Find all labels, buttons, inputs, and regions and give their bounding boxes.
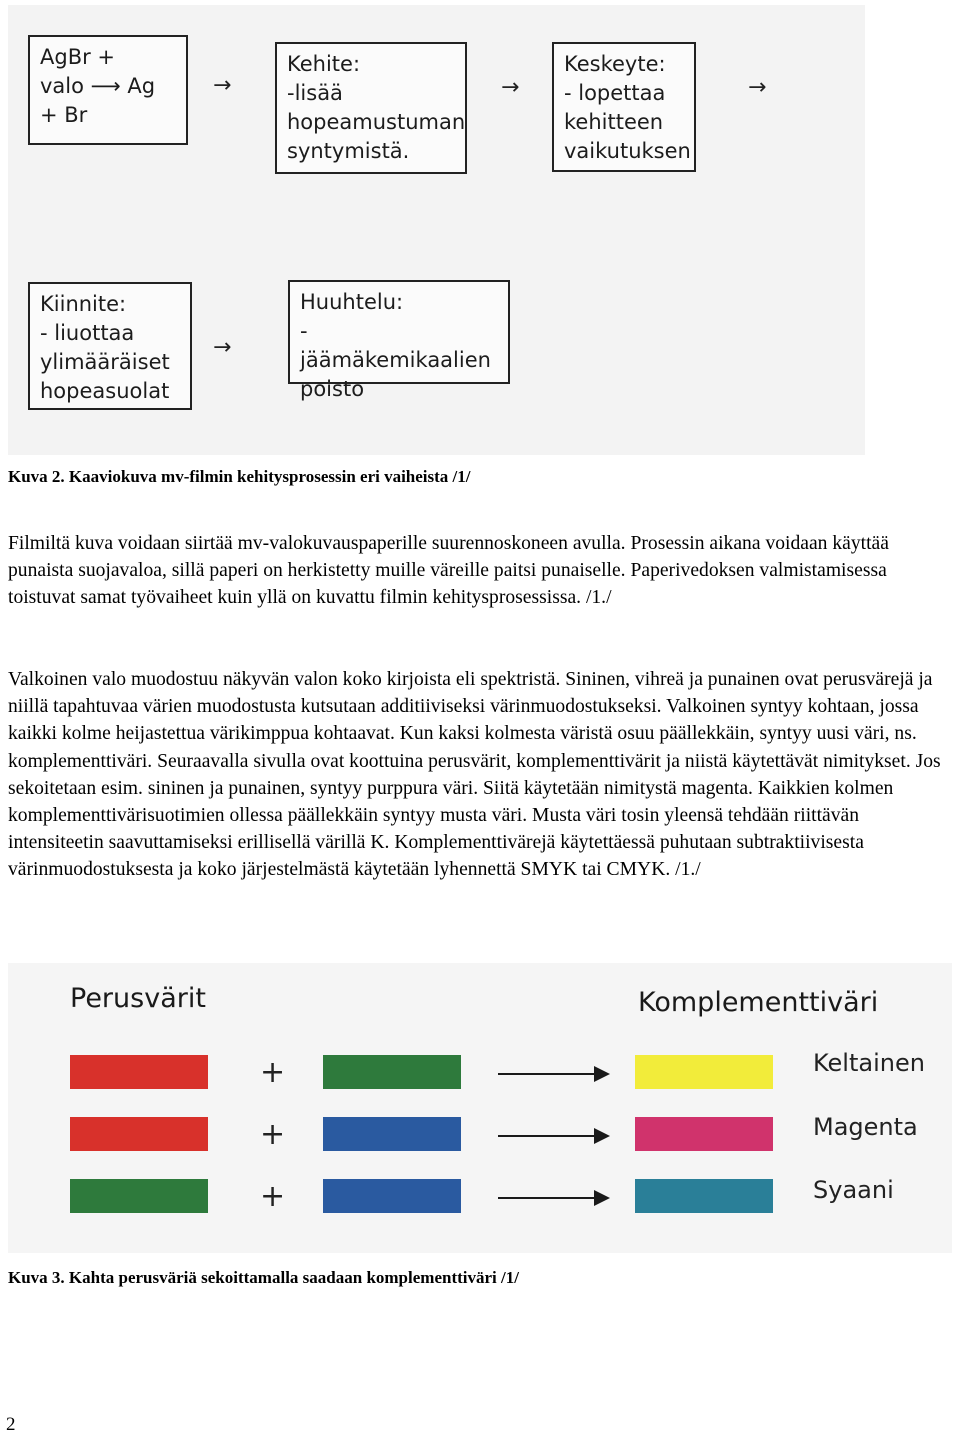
- arrow-icon: →: [213, 335, 232, 360]
- complementary-label: Keltainen: [813, 1049, 925, 1077]
- step-box-fixer: Kiinnite: - liuottaa ylimääräiset hopeasuolat: [28, 282, 192, 410]
- figure-caption: Kuva 3. Kahta perusväriä sekoittamalla saadaan komplementtiväri /1/: [8, 1268, 519, 1287]
- plus-icon: +: [260, 1055, 286, 1090]
- complementary-swatch: [635, 1055, 773, 1089]
- arrow-icon: [498, 1135, 608, 1137]
- complementary-label: Syaani: [813, 1176, 894, 1204]
- primary-swatch: [323, 1179, 461, 1213]
- primary-colors-heading: Perusvärit: [70, 983, 206, 1014]
- primary-swatch: [70, 1179, 208, 1213]
- plus-icon: +: [260, 1179, 286, 1214]
- figure-caption: Kuva 2. Kaaviokuva mv-filmin kehitysprosessin eri vaiheista /1/: [8, 467, 471, 486]
- primary-swatch: [70, 1117, 208, 1151]
- plus-icon: +: [260, 1117, 286, 1152]
- step-box-developer: Kehite: -lisää hopeamustuman syntymistä.: [275, 42, 467, 174]
- arrow-icon: →: [748, 75, 767, 100]
- arrow-icon: [498, 1197, 608, 1199]
- primary-swatch: [323, 1055, 461, 1089]
- page-number: 2: [6, 1414, 16, 1435]
- step-box-stop-bath: Keskeyte: - lopettaa kehitteen vaikutuksen: [552, 42, 696, 172]
- complementary-colors-heading: Komplementtiväri: [638, 987, 879, 1018]
- step-box-exposure: AgBr + valo ⟶ Ag + Br: [28, 35, 188, 145]
- primary-swatch: [70, 1055, 208, 1089]
- primary-swatch: [323, 1117, 461, 1151]
- color-mixing-diagram: [8, 963, 952, 1253]
- arrow-icon: [498, 1073, 608, 1075]
- paragraph: Filmiltä kuva voidaan siirtää mv-valokuvauspaperille suurennoskoneen avulla. Prosessin aikana voidaan käyttää punaista suojavaloa, sillä paperi on herkistetty muille väreille paitsi punaiselle. Paperivedoksen valmistamisessa toistuvat samat työvaiheet kuin yllä on kuvattu filmin kehitysprosessissa. /1./: [8, 533, 889, 609]
- complementary-label: Magenta: [813, 1113, 918, 1141]
- arrow-icon: →: [501, 75, 520, 100]
- complementary-swatch: [635, 1117, 773, 1151]
- arrow-icon: →: [213, 73, 232, 98]
- step-box-rinse: Huuhtelu: - jäämäkemikaalien poisto: [288, 280, 510, 384]
- complementary-swatch: [635, 1179, 773, 1213]
- paragraph: Valkoinen valo muodostuu näkyvän valon koko kirjoista eli spektristä. Sininen, vihreä ja punainen ovat perusvärejä ja niillä tapahtuvaa värien muodostusta kutsutaan additiiviseksi värinmuodostukseksi. Valkoinen syntyy kohtaan, jossa kaikki kolme heijastettua värikimppua kohtaavat. Kun kaksi kolmesta väristä osuu päällekkäin, syntyy uusi väri, ns. komplementtiväri. Seuraavalla sivulla ovat koottuina perusvärit, komplementtivärit ja niistä käytettävät nimitykset. Jos sekoitetaan esim. sininen ja punainen, syntyy purppura väri. Siitä käytetään nimitystä magenta. Kaikkien kolmen komplementtivärisuotimien ollessa päällekkäin syntyy musta väri. Musta väri tosin yleensä tehdään riittävän intensiteetin saavuttamiseksi erillisellä värillä K. Komplementtivärejä käytettäessä puhutaan subtraktiivisesta värinmuodostuksesta ja koko järjestelmästä käytetään lyhennettä SMYK tai CMYK. /1./: [8, 669, 941, 881]
- development-process-diagram: [8, 5, 865, 455]
